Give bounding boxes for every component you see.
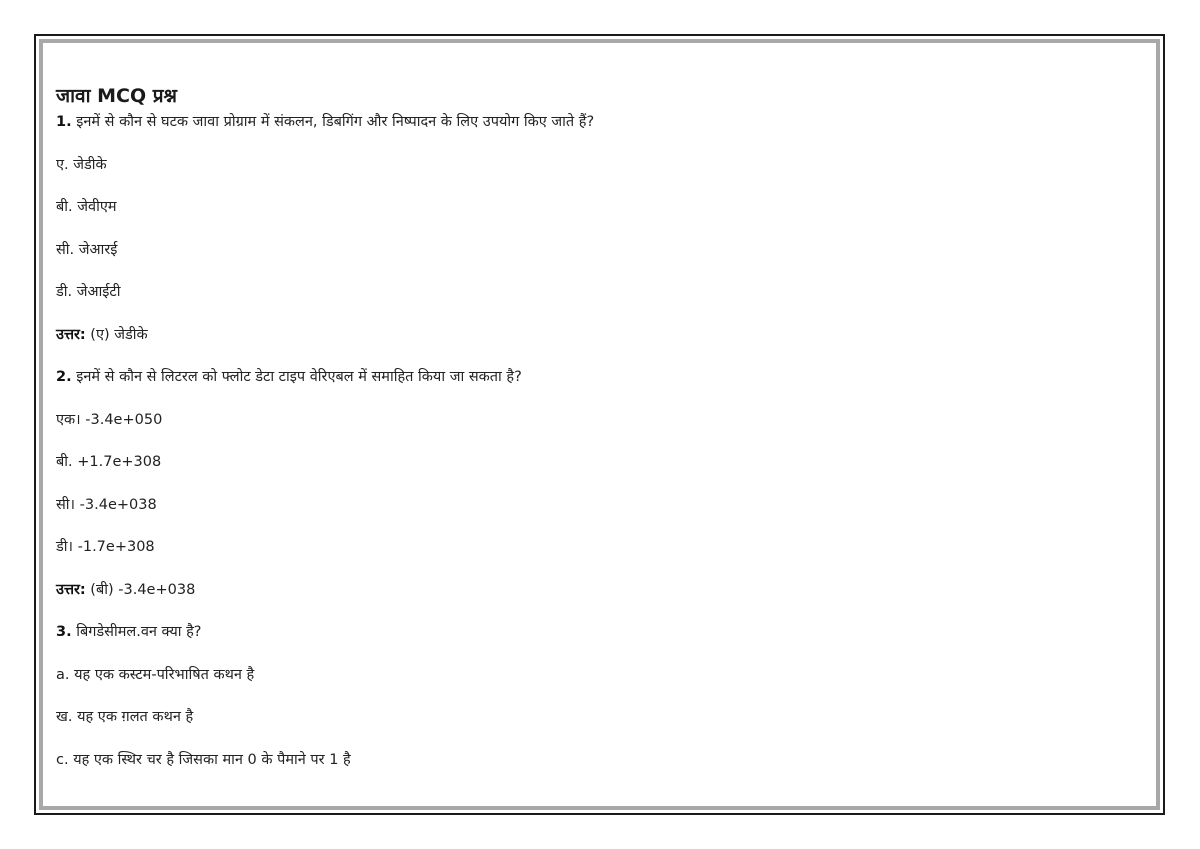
option-text: c. यह एक स्थिर चर है जिसका मान 0 के पैमाने पर 1 है <box>56 751 351 768</box>
question-text: इनमें से कौन से घटक जावा प्रोग्राम में संकलन, डिबगिंग और निष्पादन के लिए उपयोग किए जाते हैं? <box>71 114 595 130</box>
document-page <box>34 34 1165 815</box>
option-text: बी. जेवीएम <box>56 199 117 215</box>
answer-text: (बी) -3.4e+038 <box>85 581 196 598</box>
option-c <box>56 495 1146 515</box>
option-c <box>56 240 1146 260</box>
option-b <box>56 452 1146 472</box>
option-text: ए. जेडीके <box>56 156 107 173</box>
document-frame <box>39 39 1160 810</box>
question-text: बिगडेसीमल.वन क्या है? <box>71 624 202 640</box>
option-a <box>56 155 1146 175</box>
answer-2 <box>56 580 1146 600</box>
question-3 <box>56 622 1146 642</box>
option-d <box>56 537 1146 557</box>
option-text: सी। -3.4e+038 <box>56 496 157 513</box>
answer-label: उत्तर: <box>56 326 86 343</box>
question-1 <box>56 112 1146 132</box>
option-a <box>56 665 1146 685</box>
answer-label: उत्तर: <box>56 581 86 598</box>
answer-1 <box>56 325 1146 345</box>
option-text: डी. जेआईटी <box>56 284 121 300</box>
document-content <box>56 80 1146 792</box>
page-title: जावा MCQ प्रश्न <box>56 85 177 107</box>
question-number: 1. <box>56 114 72 130</box>
question-2 <box>56 367 1146 387</box>
option-text: डी। -1.7e+308 <box>56 539 155 555</box>
option-text: a. यह एक कस्टम-परिभाषित कथन है <box>56 666 255 683</box>
option-c <box>56 750 1146 770</box>
option-b <box>56 197 1146 217</box>
option-text: सी. जेआरई <box>56 241 118 258</box>
option-text: बी. +1.7e+308 <box>56 454 162 470</box>
option-a <box>56 410 1146 430</box>
question-number: 3. <box>56 624 72 640</box>
option-text: ख. यह एक ग़लत कथन है <box>56 709 194 725</box>
option-d <box>56 282 1146 302</box>
question-text: इनमें से कौन से लिटरल को फ्लोट डेटा टाइप वेरिएबल में समाहित किया जा सकता है? <box>71 369 522 385</box>
answer-text: (ए) जेडीके <box>85 326 148 343</box>
question-number: 2. <box>56 369 72 385</box>
option-b <box>56 707 1146 727</box>
option-text: एक। -3.4e+050 <box>56 411 163 428</box>
